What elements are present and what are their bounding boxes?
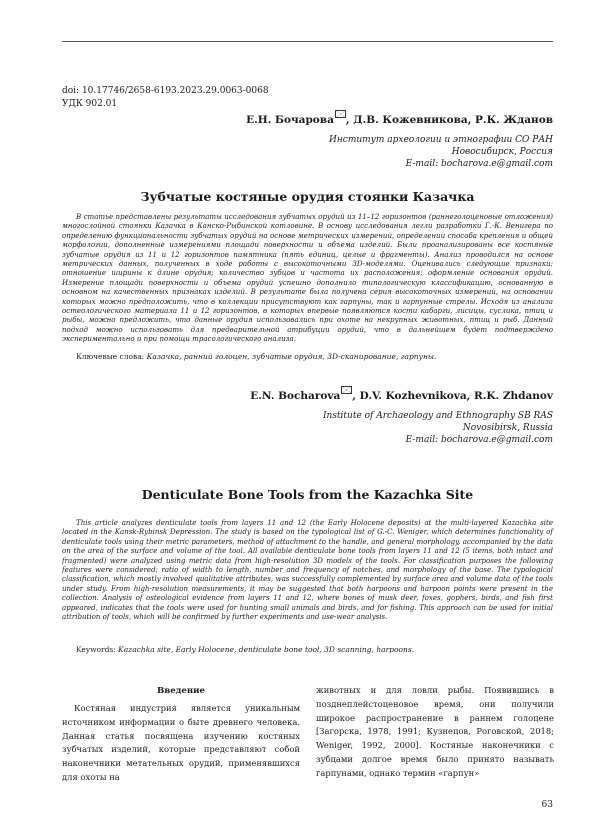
keywords-value-ru: Казачка, ранний голоцен, зубчатые орудия, 3D-сканирование, гарпуны. <box>146 352 437 361</box>
title-en: Denticulate Bone Tools from the Kazachka Site <box>141 487 474 502</box>
city-ru: Новосибирск, Россия <box>451 147 553 158</box>
abstract-ru: В статье представлены результаты исследования зубчатых орудий из 11–12 горизонтов (раннеголоценовые отложения) многослойной стоянки Казачка в Канско-Рыбинской котловине. В основу исследования легли разработки Г.-К. Венигера по определению функциональности зубчатых орудий на основе метрических измерений, определении способа крепления и общей морфологии, дополненные измерениями площади поверхности и объема изделий. Были проанализированы все костяные зубчатые орудия из 11 и 12 горизонтов памятника (пять единиц, целые и фрагменты). Анализ проводился на основе метрических данных, полученных в ходе работы с высокоточными 3D-моделями. Оценивались следующие признаки: отношение ширины к длине орудия; количество зубцов и частота их расположения; оформление основания орудий. Измерение площади поверхности и объема орудий успешно дополнило типологическую классификацию, основанную в основном на качественных признаках изделий. В результате была получена серия высокоточных измерений, на основании которых можно предположить, что в коллекции присутствуют как гарпуны, так и гарпунные стрелы. Исходя из анализа остеологического материала 11 и 12 горизонтов, в которых впервые появляются кости кабарги, лисицы, суслика, птиц и рыбы, можно предложить, что данные орудия использовались при охоте на некрупных животных, птиц и рыб. Данный подход можно использовать для предварительной атрибуции орудий, что в дальнейшем будет подтверждено экспериментально и при помощи трасологического анализа. <box>62 212 553 344</box>
envelope-icon <box>341 386 352 394</box>
co-authors-ru: , Д.В. Кожевникова, Р.К. Жданов <box>345 114 553 126</box>
top-rule <box>62 41 553 42</box>
email-en: E-mail: bocharova.e@gmail.com <box>405 435 553 446</box>
doi: doi: 10.17746/2658-6193.2023.29.0063-0068 <box>62 86 269 96</box>
section-heading-intro: Введение <box>156 686 206 696</box>
keywords-ru <box>76 352 553 362</box>
institute-ru: Институт археологии и этнографии СО РАН <box>329 135 553 145</box>
email-ru: E-mail: bocharova.e@gmail.com <box>405 159 553 170</box>
lead-author-en: E.N. Bocharova <box>250 390 341 402</box>
authors-en <box>250 390 553 402</box>
keywords-label-en: Keywords: <box>76 645 119 654</box>
udc: УДК 902.01 <box>62 99 118 109</box>
envelope-icon <box>335 110 346 118</box>
authors-ru <box>246 114 553 126</box>
title-ru: Зубчатые костяные орудия стоянки Казачка <box>140 189 475 204</box>
page-number: 63 <box>541 800 553 810</box>
intro-text-left: Костяная индустрия является уникальным источником информации о быте древнего человека. Данная статья посвящена изучению костяных зубчатых изделий, которые представляют собой наконечники метательных орудий, применявшихся для охоты на <box>62 703 300 782</box>
co-authors-en: , D.V. Kozhevnikova, R.K. Zhdanov <box>352 390 553 402</box>
keywords-en <box>76 645 553 655</box>
intro-text-right: животных и для ловли рыбы. Появившись в позднеплейстоценовое время, они получили широкое распространение в раннем голоцене [Загорска, 1978, 1991; Кузнецов, Роговской, 2018; Weniger, 1992, 2000]. Костяные наконечники с зубцами долгое время было принято называть гарпунами, однако термин «гарпун» <box>316 685 554 778</box>
affiliation-en <box>323 410 553 447</box>
abstract-en: This article analyzes denticulate tools from layers 11 and 12 (the Early Holocene deposits) at the multi-layered Kazachka site located in the Kansk-Rybinsk Depression. The study is based on the typological list of G.-C. Weniger, which determines functionality of denticulate tools using their metric parameters, method of attachment to the handle, and general morphology, accompanied by the data on the area of the surface and volume of the tool. All available denticulate bone tools from layers 11 and 12 (5 items, both intact and fragmented) were analyzed using metric data from high-resolution 3D models of the tools. For classification purposes the following features were considered: ratio of width to length, number and frequency of notches, and morphology of the base. The typological classification, which mostly involved qualitative attributes, was successfully complemented by surface area and volume data of the tools under study. From high-resolution measurements, it may be suggested that both harpoons and harpoon points were present in the collection. Analysis of osteological evidence from layers 11 and 12, where bones of musk deer, foxes, gophers, birds, and fish first appeared, indicates that the tools were used for hunting small animals and birds, and for fishing. This approach can be used for initial attribution of tools, which will be confirmed by further experiments and use-wear analysis. <box>62 518 553 622</box>
city-en: Novosibirsk, Russia <box>462 423 553 434</box>
lead-author-ru: Е.Н. Бочарова <box>246 114 334 126</box>
institute-en: Institute of Archaeology and Ethnography SB RAS <box>322 411 553 421</box>
keywords-value-en: Kazachka site, Early Holocene, denticulate bone tool, 3D scanning, harpoons. <box>118 645 415 654</box>
affiliation-ru <box>329 134 553 171</box>
keywords-label-ru: Ключевые слова: <box>76 352 147 361</box>
